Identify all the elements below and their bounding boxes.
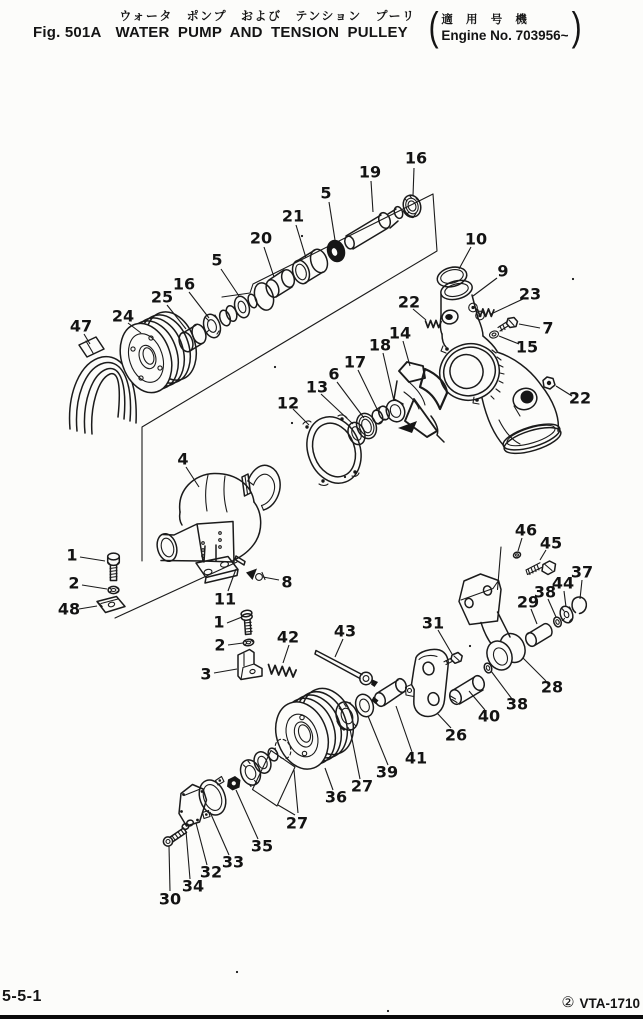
part-callout-16: 16 — [172, 274, 196, 294]
part-callout-2: 2 — [68, 573, 80, 593]
part-callout-27: 27 — [285, 813, 309, 833]
leader-line — [321, 394, 353, 424]
part-callout-34: 34 — [181, 876, 205, 896]
page-code: 5-5-1 — [2, 988, 42, 1005]
part-callout-33: 33 — [221, 852, 245, 872]
part-callout-1: 1 — [66, 545, 78, 565]
part-callout-44: 44 — [551, 573, 575, 593]
pump-body-4 — [154, 465, 280, 583]
leader-line — [329, 202, 335, 240]
leader-line — [459, 247, 471, 269]
leader-line — [368, 716, 388, 765]
part-callout-8: 8 — [281, 572, 293, 592]
leader-line — [519, 324, 540, 328]
part-callout-26: 26 — [444, 725, 468, 745]
part-callout-5: 5 — [211, 250, 223, 270]
part-callout-20: 20 — [249, 228, 273, 248]
tension-pulley-36 — [267, 681, 362, 776]
part-callout-16: 16 — [404, 148, 428, 168]
leader-line — [264, 247, 274, 277]
pump-housing-9 — [426, 261, 564, 459]
applicability-engine-no: Engine No. 703956~ — [441, 28, 569, 43]
leader-line — [580, 580, 582, 599]
part-callout-23: 23 — [518, 284, 542, 304]
part-callout-6: 6 — [328, 364, 340, 384]
leader-line — [227, 617, 242, 623]
leader-line — [189, 292, 209, 318]
callouts-layer — [58, 149, 593, 909]
leader-line — [196, 823, 207, 865]
part-callout-24: 24 — [111, 306, 135, 326]
part-callout-27: 27 — [350, 776, 374, 796]
leader-line — [564, 591, 566, 607]
mount-bolt-washer-plate — [97, 553, 125, 612]
leader-line — [186, 467, 199, 487]
part-callout-43: 43 — [333, 621, 357, 641]
part-callout-3: 3 — [200, 664, 212, 684]
part-callout-45: 45 — [539, 533, 563, 553]
part-callout-30: 30 — [158, 889, 182, 909]
part-callout-15: 15 — [515, 337, 539, 357]
part-callout-22: 22 — [568, 388, 592, 408]
applicability-japanese: 適 用 号 機 — [441, 14, 532, 26]
part-callout-1: 1 — [213, 612, 225, 632]
leader-line — [413, 168, 414, 196]
part-callout-4: 4 — [177, 449, 189, 469]
part-callout-48: 48 — [57, 599, 81, 619]
part-callout-13: 13 — [305, 377, 329, 397]
part-callout-10: 10 — [464, 229, 488, 249]
leader-line — [296, 225, 306, 258]
bottom-rule — [0, 1015, 643, 1019]
part-callout-7: 7 — [542, 318, 554, 338]
part-callout-47: 47 — [69, 316, 93, 336]
leader-line — [221, 269, 239, 296]
part-callout-29: 29 — [516, 592, 540, 612]
part-callout-25: 25 — [150, 287, 174, 307]
part-callout-40: 40 — [477, 706, 501, 726]
bottom-cover-assembly — [163, 737, 295, 846]
part-callout-38: 38 — [505, 694, 529, 714]
leader-line — [358, 370, 378, 411]
part-callout-39: 39 — [375, 762, 399, 782]
leader-line — [228, 643, 243, 645]
part-callout-21: 21 — [281, 206, 305, 226]
leader-line — [294, 770, 298, 813]
leader-line — [186, 831, 190, 879]
paren-close: ) — [571, 5, 582, 49]
part-callout-36: 36 — [324, 787, 348, 807]
part-callout-41: 41 — [404, 748, 428, 768]
part-callout-42: 42 — [276, 627, 300, 647]
sheet-mark: ② — [561, 995, 575, 1011]
part-callout-38: 38 — [533, 582, 557, 602]
paren-open: ( — [428, 5, 439, 49]
part-callout-37: 37 — [570, 562, 594, 582]
part-callout-32: 32 — [199, 862, 223, 882]
leader-line — [383, 353, 394, 401]
title-japanese: ウォータ ポンプ および テンション プーリ — [119, 9, 416, 23]
leader-line — [283, 645, 289, 663]
leader-line — [169, 846, 170, 891]
doc-code — [561, 995, 640, 1011]
part-callout-11: 11 — [213, 589, 237, 609]
leader-line — [371, 181, 373, 212]
figure-number: Fig. 501A — [33, 24, 102, 41]
leader-line — [210, 812, 229, 855]
leader-line — [335, 639, 343, 657]
leader-line — [396, 706, 412, 752]
part-callout-28: 28 — [540, 677, 564, 697]
leader-line — [350, 729, 360, 779]
part-callout-31: 31 — [421, 613, 445, 633]
part-callout-46: 46 — [514, 520, 538, 540]
part-callout-9: 9 — [497, 261, 509, 281]
leader-line — [214, 669, 237, 673]
idler-bracket-26 — [406, 649, 463, 716]
leader-line — [82, 585, 107, 589]
leader-line — [548, 599, 556, 617]
part-callout-5: 5 — [320, 183, 332, 203]
leader-line — [518, 538, 522, 551]
part-callout-12: 12 — [276, 393, 300, 413]
leader-line — [79, 606, 97, 609]
part-callout-18: 18 — [368, 335, 392, 355]
figure-title-text: WATER PUMP AND TENSION PULLEY — [115, 24, 408, 41]
doc-code-text: VTA-1710 — [579, 995, 640, 1011]
part-callout-22: 22 — [397, 292, 421, 312]
tension-bracket-assembly — [238, 610, 378, 687]
part-callout-17: 17 — [343, 352, 367, 372]
part-callout-35: 35 — [250, 836, 274, 856]
part-callout-14: 14 — [388, 323, 412, 343]
part-callout-2: 2 — [214, 635, 226, 655]
part-callout-19: 19 — [358, 162, 382, 182]
leader-line — [473, 278, 497, 296]
leader-line — [236, 790, 258, 839]
leader-line — [80, 557, 105, 561]
